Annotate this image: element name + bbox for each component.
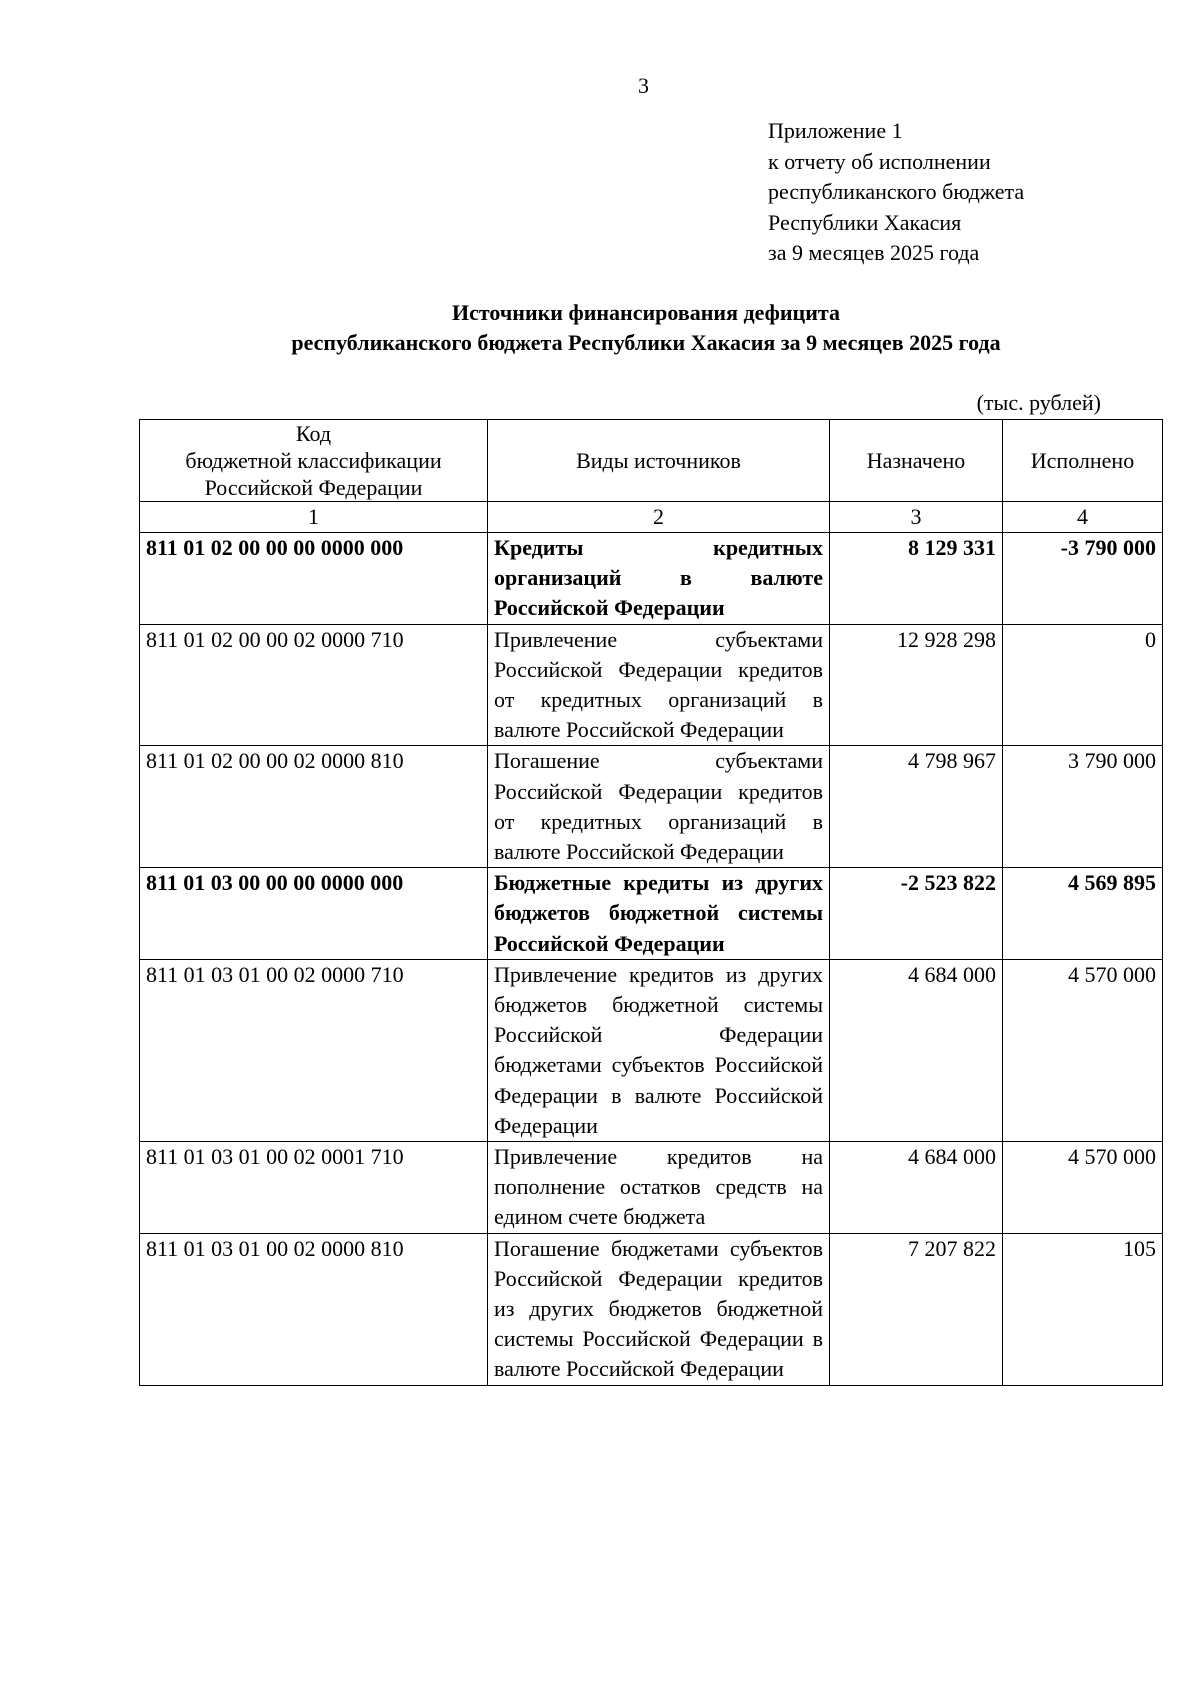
cell-planned: 4 684 000 bbox=[830, 959, 1003, 1141]
cell-planned: 12 928 298 bbox=[830, 624, 1003, 746]
header-source-type: Виды источников bbox=[488, 420, 830, 502]
table-row bbox=[140, 533, 1163, 625]
page-number: 3 bbox=[638, 73, 649, 98]
cell-planned: 4 684 000 bbox=[830, 1142, 1003, 1234]
column-number: 3 bbox=[830, 502, 1003, 533]
cell-source-name: Привлечение кредитов на пополнение остатков средств на едином счете бюджета bbox=[488, 1142, 830, 1234]
table-row bbox=[140, 868, 1163, 960]
column-number-row bbox=[140, 502, 1163, 533]
cell-code: 811 01 02 00 00 02 0000 710 bbox=[140, 624, 488, 746]
table-row bbox=[140, 1233, 1163, 1385]
cell-planned: 4 798 967 bbox=[830, 746, 1003, 868]
cell-executed: 4 570 000 bbox=[1003, 1142, 1163, 1234]
cell-code: 811 01 03 01 00 02 0000 710 bbox=[140, 959, 488, 1141]
document-title bbox=[140, 298, 1152, 358]
cell-source-name: Привлечение кредитов из других бюджетов бюджетной системы Российской Федерации бюджетами субъектов Российской Федерации в валюте Российской Федерации bbox=[488, 959, 830, 1141]
cell-source-name: Бюджетные кредиты из других бюджетов бюджетной системы Российской Федерации bbox=[488, 868, 830, 960]
cell-code: 811 01 02 00 00 02 0000 810 bbox=[140, 746, 488, 868]
header-code: Код бюджетной классификации Российской Федерации bbox=[140, 420, 488, 502]
cell-source-name: Погашение бюджетами субъектов Российской Федерации кредитов из других бюджетов бюджетной системы Российской Федерации в валюте Российской Федерации bbox=[488, 1233, 830, 1385]
cell-executed: 0 bbox=[1003, 624, 1163, 746]
cell-planned: 7 207 822 bbox=[830, 1233, 1003, 1385]
header-planned: Назначено bbox=[830, 420, 1003, 502]
cell-executed: 105 bbox=[1003, 1233, 1163, 1385]
appendix-line: за 9 месяцев 2025 года bbox=[768, 240, 980, 265]
cell-source-name: Погашение субъектами Российской Федерации кредитов от кредитных организаций в валюте Российской Федерации bbox=[488, 746, 830, 868]
cell-code: 811 01 03 01 00 02 0001 710 bbox=[140, 1142, 488, 1234]
appendix-line: республиканского бюджета bbox=[768, 179, 1025, 204]
table-body bbox=[140, 533, 1163, 1386]
cell-source-name: Привлечение субъектами Российской Федерации кредитов от кредитных организаций в валюте Российской Федерации bbox=[488, 624, 830, 746]
column-number: 1 bbox=[140, 502, 488, 533]
financing-sources-table bbox=[139, 419, 1163, 1386]
document-title-line: республиканского бюджета Республики Хакасия за 9 месяцев 2025 года bbox=[291, 330, 1001, 355]
cell-planned: -2 523 822 bbox=[830, 868, 1003, 960]
table-header-row bbox=[140, 420, 1163, 502]
cell-code: 811 01 03 00 00 00 0000 000 bbox=[140, 868, 488, 960]
column-number: 2 bbox=[488, 502, 830, 533]
appendix-note bbox=[768, 116, 1024, 269]
appendix-line: к отчету об исполнении bbox=[768, 148, 991, 174]
cell-code: 811 01 03 01 00 02 0000 810 bbox=[140, 1233, 488, 1385]
table-row bbox=[140, 1142, 1163, 1234]
table-row bbox=[140, 746, 1163, 868]
appendix-line: Приложение 1 bbox=[768, 118, 903, 143]
cell-executed: 3 790 000 bbox=[1003, 746, 1163, 868]
header-executed: Исполнено bbox=[1003, 420, 1163, 502]
document-title-line: Источники финансирования дефицита bbox=[452, 300, 840, 325]
appendix-line: Республики Хакасия bbox=[768, 209, 962, 235]
column-number: 4 bbox=[1003, 502, 1163, 533]
table-row bbox=[140, 624, 1163, 746]
table-row bbox=[140, 959, 1163, 1141]
units-label: (тыс. рублей) bbox=[976, 390, 1101, 415]
cell-source-name: Кредиты кредитных организаций в валюте Российской Федерации bbox=[488, 533, 830, 625]
cell-planned: 8 129 331 bbox=[830, 533, 1003, 625]
cell-executed: -3 790 000 bbox=[1003, 533, 1163, 625]
cell-executed: 4 570 000 bbox=[1003, 959, 1163, 1141]
cell-executed: 4 569 895 bbox=[1003, 868, 1163, 960]
cell-code: 811 01 02 00 00 00 0000 000 bbox=[140, 533, 488, 625]
